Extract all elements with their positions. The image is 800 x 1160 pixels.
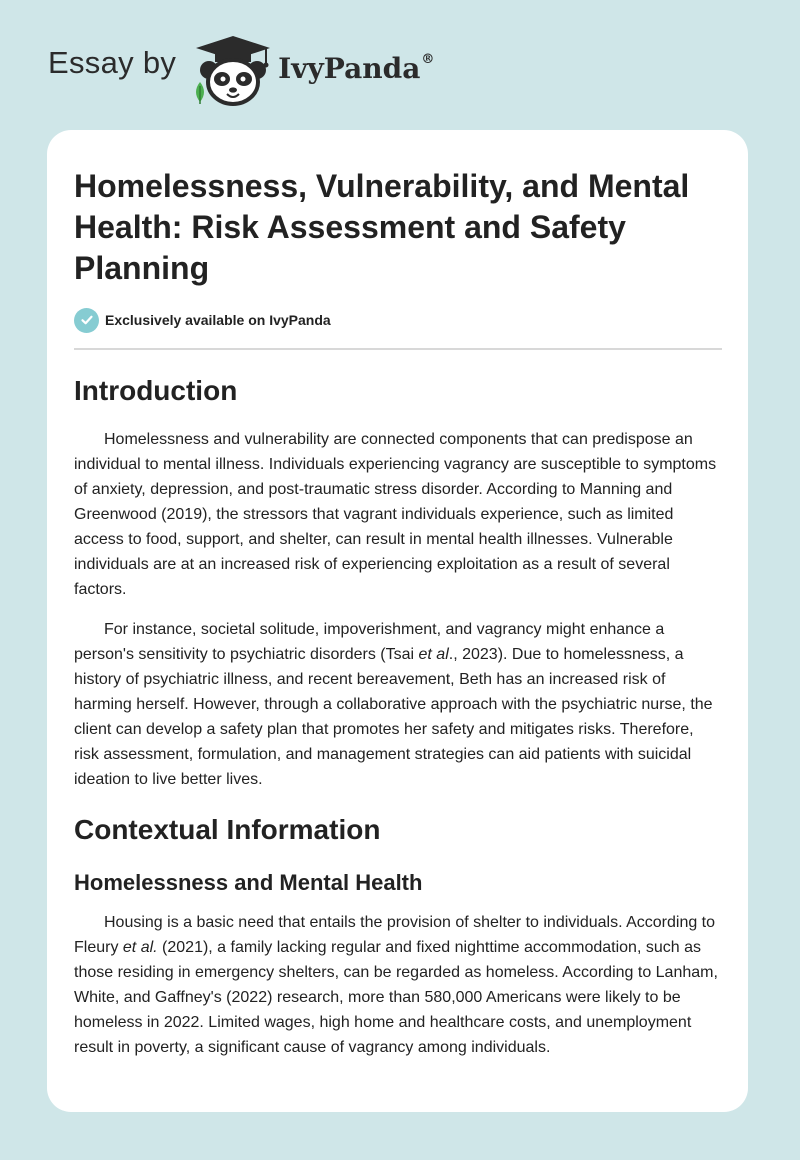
section-heading-introduction: Introduction: [74, 375, 238, 406]
contextual-paragraph-1: Housing is a basic need that entails the provision of shelter to individuals. According to Fleury et al. (2021), a family lacking regular and fixed nighttime accommodation, such as those residing in emergency shelters, can be regarded as homeless. According to Lanham, White, and Gaffney's (2022) research, more than 580,000 Americans were likely to be homeless in 2022. Limited wages, high home and healthcare costs, and unemployment result in poverty, a significant cause of vagrancy among individuals.: [74, 914, 718, 1056]
intro-paragraph-2: For instance, societal solitude, impoverishment, and vagrancy might enhance a person's sensitivity to psychiatric disorders (Tsai et al., 2023). Due to homelessness, a history of psychiatric illness, and recent bereavement, Beth has an increased risk of harming herself. However, through a collaborative approach with the psychiatric nurse, the client can develop a safety plan that promotes her safety and mitigates risks. Therefore, risk assessment, formulation, and management strategies can aid patients with suicidal ideation to live better lives.: [74, 621, 713, 788]
trademark-symbol: ®: [421, 52, 435, 68]
subsection-heading-homelessness: Homelessness and Mental Health: [74, 870, 423, 895]
brand-prefix: Essay by: [48, 45, 177, 80]
section-heading-contextual: Contextual Information: [74, 814, 381, 845]
citation-italic: et al: [418, 646, 449, 663]
exclusive-badge: [74, 307, 722, 333]
citation-italic: et al.: [122, 939, 158, 956]
check-circle-icon: [74, 308, 99, 333]
intro-paragraph-1: Homelessness and vulnerability are connected components that can predispose an individual to mental illness. Individuals experiencing vagrancy are susceptible to symptoms of anxiety, depression, and post-traumatic stress disorder. According to Manning and Greenwood (2019), the stressors that vagrant individuals experience, such as limited access to food, support, and shelter, can result in mental health illnesses. Vulnerable individuals are at an increased risk of experiencing exploitation as a result of several factors.: [74, 431, 717, 598]
brand-name[interactable]: IvyPanda®: [278, 51, 435, 85]
brand-header: [48, 30, 434, 110]
exclusive-badge-text: Exclusively available on IvyPanda: [105, 312, 331, 328]
essay-card: [47, 130, 748, 1112]
divider: [74, 348, 722, 350]
essay-title: Homelessness, Vulnerability, and Mental Health: Risk Assessment and Safety Planning: [74, 168, 690, 286]
panda-graduate-icon[interactable]: [188, 30, 278, 110]
